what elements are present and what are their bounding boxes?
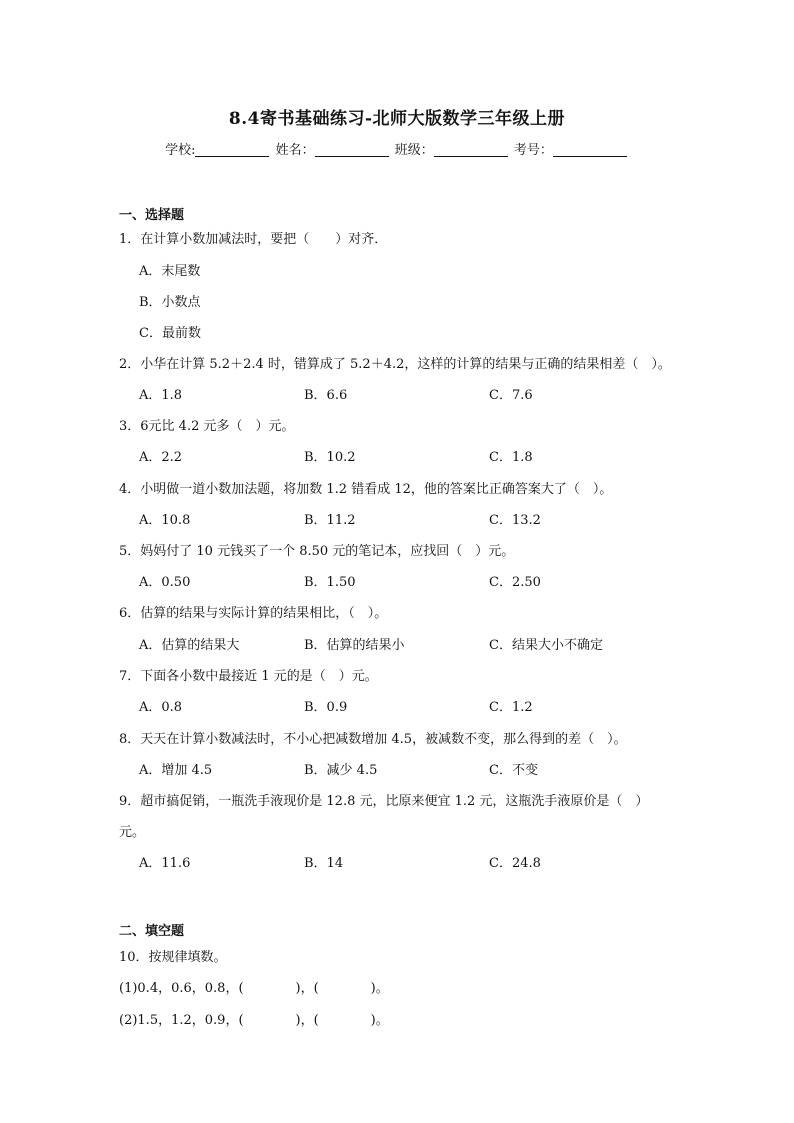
q4-option-c: C．13.2 [489,513,541,528]
q6-option-c: C．结果大小不确定 [489,638,603,653]
q3-option-a: A．2.2 [139,450,183,465]
student-info-row [0,139,794,158]
question-8: 8．天天在计算小数减法时，不小心把减数增加 4.5，被减数不变，那么得到的差（ ）。 [119,732,627,747]
q7-option-c: C．1.2 [489,700,533,715]
q1-option-b: B．小数点 [139,295,201,310]
q5-option-c: C．2.50 [489,575,541,590]
q6-option-a: A．估算的结果大 [139,638,240,653]
q7-option-b: B．0.9 [304,700,348,715]
q4-option-b: B．11.2 [304,513,356,528]
q6-option-b: B．估算的结果小 [304,638,405,653]
question-9: 9．超市搞促销，一瓶洗手液现价是 12.8 元，比原来便宜 1.2 元，这瓶洗手液原价是（ ） [119,794,649,809]
q9-option-b: B．14 [304,856,344,871]
name-label: 姓名： [275,143,315,158]
q1-option-a: A．末尾数 [139,264,201,279]
question-7: 7．下面各小数中最接近 1 元的是（ ）元。 [119,669,378,684]
exam-no-label: 考号： [513,143,553,158]
question-3: 3．6元比 4.2 元多（ ）元。 [119,419,295,434]
q3-option-c: C．1.8 [489,450,533,465]
class-blank[interactable] [434,142,508,157]
q9-option-a: A．11.6 [139,856,191,871]
section-heading-choice: 一、选择题 [119,208,185,223]
page-title: 8.4寄书基础练习-北师大版数学三年级上册 [228,109,566,129]
name-blank[interactable] [315,142,389,157]
question-1: 1．在计算小数加减法时，要把（ ）对齐． [119,232,388,247]
q7-option-a: A．0.8 [139,700,183,715]
q8-option-b: B．减少 4.5 [304,763,378,778]
question-5: 5．妈妈付了 10 元钱买了一个 8.50 元的笔记本，应找回（ ）元。 [119,544,515,559]
question-10: 10．按规律填数。 [119,950,227,965]
q9-option-c: C．24.8 [489,856,541,871]
q5-option-b: B．1.50 [304,575,356,590]
q5-option-a: A．0.50 [139,575,191,590]
q2-option-b: B．6.6 [304,388,348,403]
q8-option-c: C．不变 [489,763,538,778]
q4-option-a: A．10.8 [139,513,191,528]
school-blank[interactable] [195,142,269,157]
question-2: 2．小华在计算 5.2＋2.4 时，错算成了 5.2＋4.2，这样的计算的结果与正确的结果相差（ ）。 [119,357,671,372]
section-heading-fill: 二、填空题 [119,924,185,939]
question-10-part-2: (2)1.5，1.2，0.9，( )，( )。 [119,1013,389,1028]
question-10-part-1: (1)0.4，0.6，0.8，( )，( )。 [119,981,389,996]
q2-option-a: A．1.8 [139,388,183,403]
q2-option-c: C．7.6 [489,388,533,403]
question-6: 6．估算的结果与实际计算的结果相比，（ ）。 [119,606,388,621]
question-9-continued: 元。 [119,825,146,840]
q8-option-a: A．增加 4.5 [139,763,213,778]
class-label: 班级： [394,143,434,158]
school-label: 学校: [165,143,196,158]
q3-option-b: B．10.2 [304,450,356,465]
exam-no-blank[interactable] [553,142,627,157]
q1-option-c: C．最前数 [139,326,201,341]
question-4: 4．小明做一道小数加法题，将加数 1.2 错看成 12，他的答案比正确答案大了（ ）。 [119,482,613,497]
